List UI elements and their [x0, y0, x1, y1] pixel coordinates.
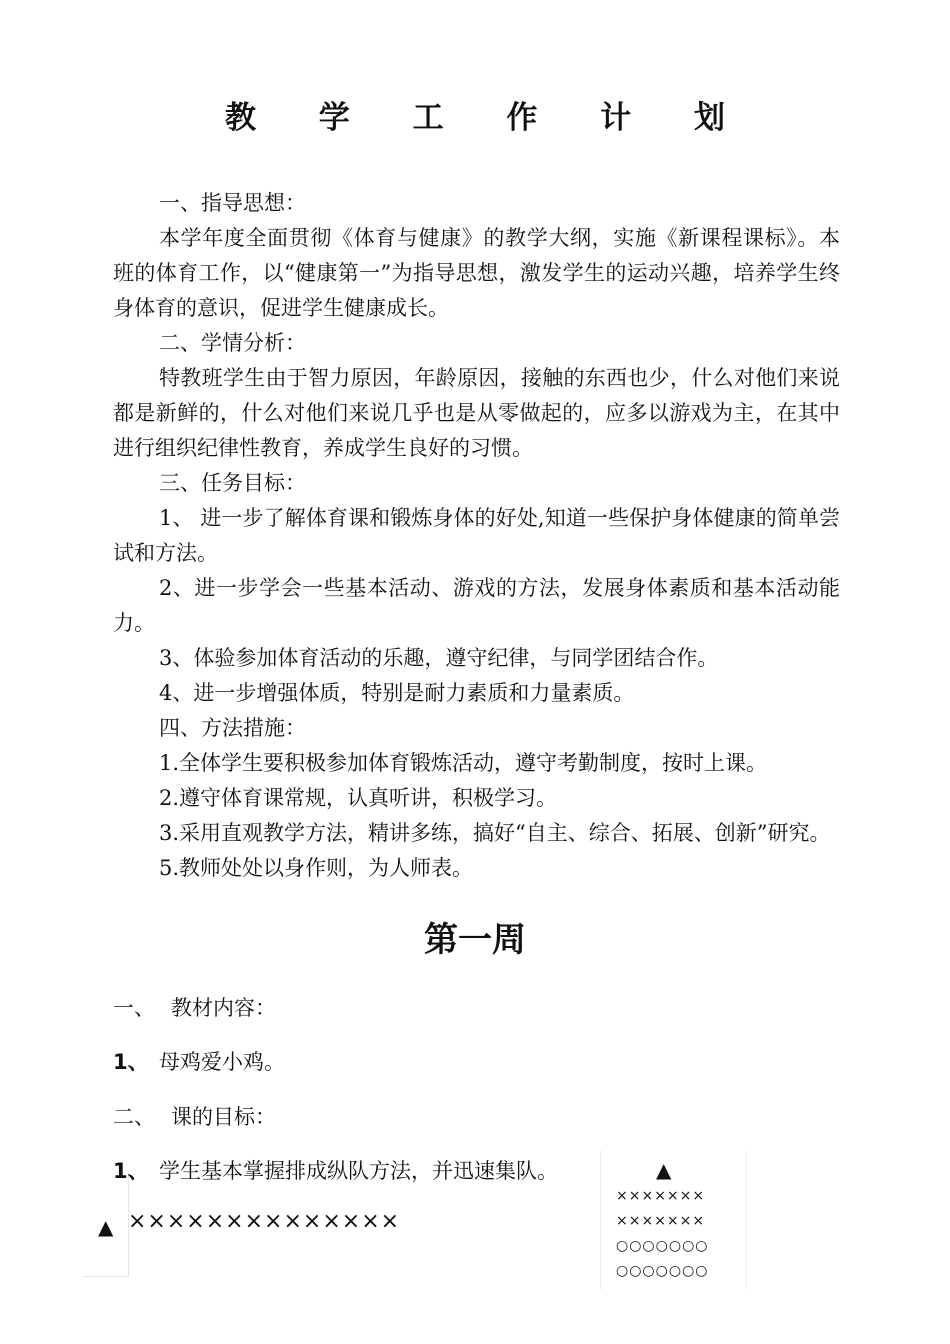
item-number: 1、 [113, 1159, 149, 1183]
paragraph-student-analysis: 特教班学生由于智力原因，年龄原因，接触的东西也少，什么对他们来说都是新鲜的，什么对他们来说几乎也是从零做起的，应多以游戏为主，在其中进行组织纪律性教育，养成学生良好的习惯。 [113, 366, 840, 460]
item-text: 学生基本掌握排成纵队方法，并迅速集队。 [159, 1159, 558, 1183]
formation-row-2: ××××××× [616, 1213, 706, 1229]
heading-student-analysis: 二、学情分析： [159, 331, 306, 355]
section-number: 一、 [113, 996, 155, 1020]
goal-item-1: 1、 进一步了解体育课和锻炼身体的好处,知道一些保护身体健康的简单尝试和方法。 [113, 506, 840, 565]
item-number: 1、 [113, 1050, 149, 1074]
method-item-2: 2.遵守体育课常规，认真听讲，积极学习。 [159, 786, 558, 810]
content-item [113, 1046, 285, 1076]
heading-methods: 四、方法措施： [159, 716, 306, 740]
plan-body [113, 186, 840, 886]
week-title: 第一周 [424, 920, 526, 960]
section-lesson-goals [113, 1101, 276, 1131]
heading-task-goals: 三、任务目标： [159, 471, 306, 495]
item-text: 母鸡爱小鸡。 [159, 1050, 285, 1074]
heading-guiding-thought: 一、指导思想： [159, 191, 306, 215]
section-label: 课的目标： [171, 1105, 276, 1129]
formation-row-3: ○○○○○○○ [616, 1238, 709, 1254]
section-label: 教材内容： [171, 996, 276, 1020]
section-number: 二、 [113, 1105, 155, 1129]
goal-item-4: 4、进一步增强体质，特别是耐力素质和力量素质。 [159, 681, 635, 705]
method-item-1: 1.全体学生要积极参加体育锻炼活动，遵守考勤制度，按时上课。 [159, 751, 768, 775]
teacher-marker-right: ▲ [656, 1158, 672, 1182]
method-item-5: 5.教师处处以身作则，为人师表。 [159, 856, 474, 880]
method-item-3: 3.采用直观教学方法，精讲多练，搞好“自主、综合、拓展、创新”研究。 [159, 821, 831, 845]
formation-row-1: ××××××× [616, 1188, 706, 1204]
formation-row-4: ○○○○○○○ [616, 1263, 709, 1279]
paragraph-guiding-thought: 本学年度全面贯彻《体育与健康》的教学大纲，实施《新课程课标》。本班的体育工作，以“健康第一”为指导思想，激发学生的运动兴趣，培养学生终身体育的意识，促进学生健康成长。 [113, 226, 840, 320]
section-teaching-content [113, 992, 276, 1022]
teacher-marker-left: ▲ [98, 1215, 114, 1239]
goal-item [113, 1155, 558, 1185]
goal-item-2: 2、进一步学会一些基本活动、游戏的方法，发展身体素质和基本活动能力。 [113, 576, 840, 635]
student-row: ×××××××××××××× [128, 1209, 401, 1234]
document-title: 教 学 工 作 计 划 [225, 100, 751, 136]
goal-item-3: 3、体验参加体育活动的乐趣，遵守纪律，与同学团结合作。 [159, 646, 719, 670]
